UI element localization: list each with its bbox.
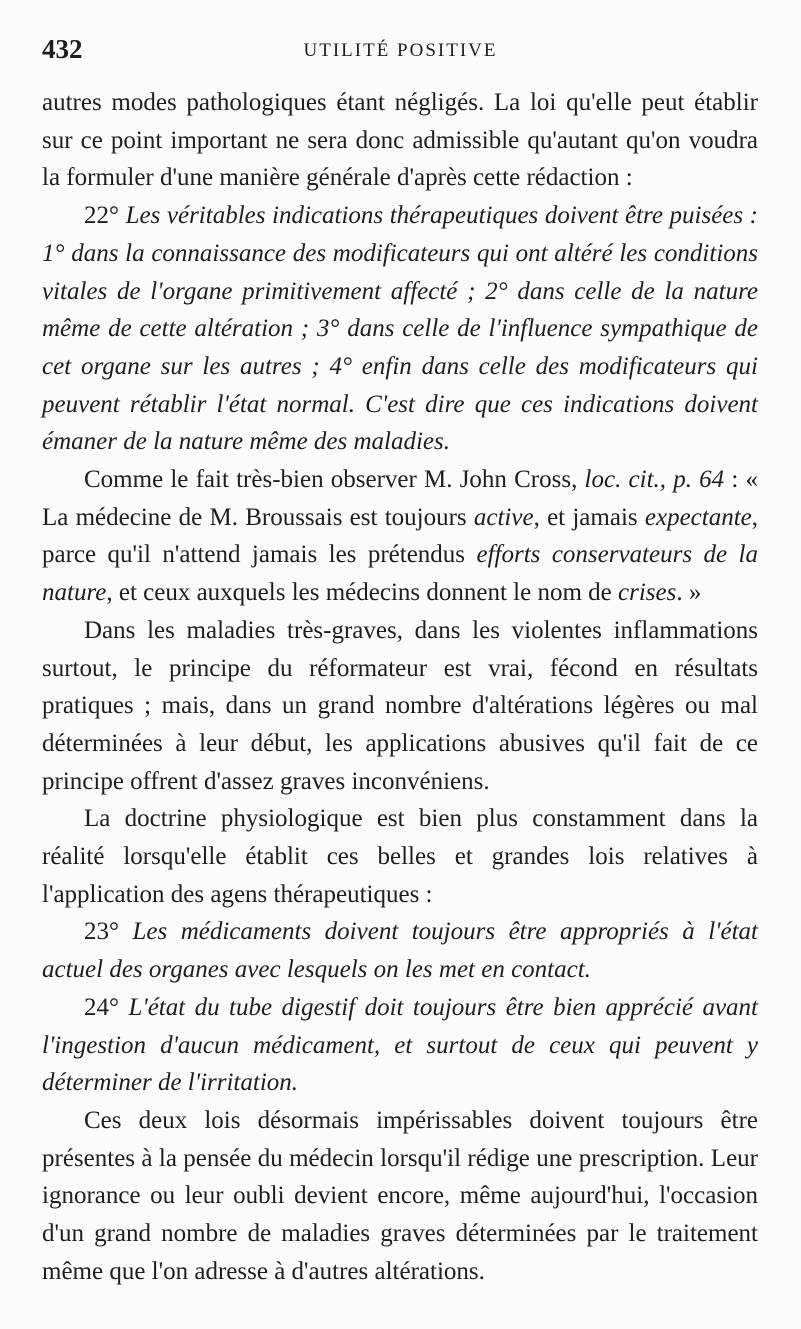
body-text bbox=[42, 84, 758, 1291]
law-24 bbox=[42, 989, 758, 1102]
emphasis: expectante bbox=[644, 503, 752, 531]
text-run: . » bbox=[676, 579, 702, 607]
law-text: Les médicaments doivent toujours être appropriés à l'état actuel des organes avec lesquels on les met en contact. bbox=[42, 918, 759, 984]
paragraph-continuation: autres modes pathologiques étant négligés. La loi qu'elle peut établir sur ce point important ne sera donc admissible qu'autant qu'on voudra la formuler d'une manière générale d'après cette rédaction : bbox=[42, 89, 758, 192]
law-number: 22° bbox=[84, 202, 119, 230]
page-header bbox=[42, 34, 759, 74]
text-run: , et jamais bbox=[533, 503, 645, 531]
law-number: 24° bbox=[84, 993, 119, 1021]
paragraph-citation bbox=[42, 461, 758, 612]
text-run: , et ceux auxquels les médecins donnent le nom de bbox=[106, 579, 619, 607]
page-number: 432 bbox=[42, 34, 83, 64]
emphasis: efforts conservateurs de la nature bbox=[42, 541, 758, 607]
law-text: Les véritables indications thérapeutiques doivent être puisées : 1° dans la connaissance des modificateurs qui ont altéré les conditions vitales de l'organe primitivement affecté ; 2° dans celle de la nature même de cette altération ; 3° dans celle de l'influence sympathique de cet organe sur les autres ; 4° enfin dans celle des modificateurs qui peuvent rétablir l'état normal. C'est dire que ces indications doivent émaner de la nature même des maladies. bbox=[42, 202, 759, 456]
text-run: : « La médecine de M. Broussais est toujours bbox=[42, 466, 759, 531]
law-23 bbox=[42, 913, 758, 988]
emphasis: active bbox=[473, 503, 534, 531]
paragraph-severe-diseases: Dans les maladies très-graves, dans les violentes inflammations surtout, le principe du réformateur est vrai, fécond en résultats pratiques ; mais, dans un grand nombre d'altérations légères ou mal déterminées à leur début, les applications abusives qu'il fait de ce principe offrent d'assez graves inconvéniens. bbox=[42, 616, 758, 795]
paragraph-doctrine: La doctrine physiologique est bien plus constamment dans la réalité lorsqu'elle établit ces belles et grandes lois relatives à l'application des agens thérapeutiques : bbox=[42, 805, 758, 908]
citation-reference: loc. cit., p. 64 bbox=[584, 466, 725, 494]
emphasis: crises bbox=[618, 579, 677, 607]
law-number: 23° bbox=[84, 918, 119, 946]
text-run: Comme le fait très-bien observer M. John Cross, bbox=[84, 466, 585, 494]
paragraph-conclusion: Ces deux lois désormais impérissables doivent toujours être présentes à la pensée du médecin lorsqu'il rédige une prescription. Leur ignorance ou leur oubli devient encore, même aujourd'hui, l'occasion d'un grand nombre de maladies graves déterminées par le traitement même que l'on adresse à d'autres altérations. bbox=[42, 1106, 758, 1285]
law-22 bbox=[42, 197, 758, 461]
law-text: L'état du tube digestif doit toujours être bien apprécié avant l'ingestion d'aucun médicament, et surtout de ceux qui peuvent y déterminer de l'irritation. bbox=[42, 993, 758, 1097]
text-run: , parce qu'il n'attend jamais les prétendus bbox=[42, 503, 758, 569]
running-title: UTILITÉ POSITIVE bbox=[303, 40, 498, 61]
